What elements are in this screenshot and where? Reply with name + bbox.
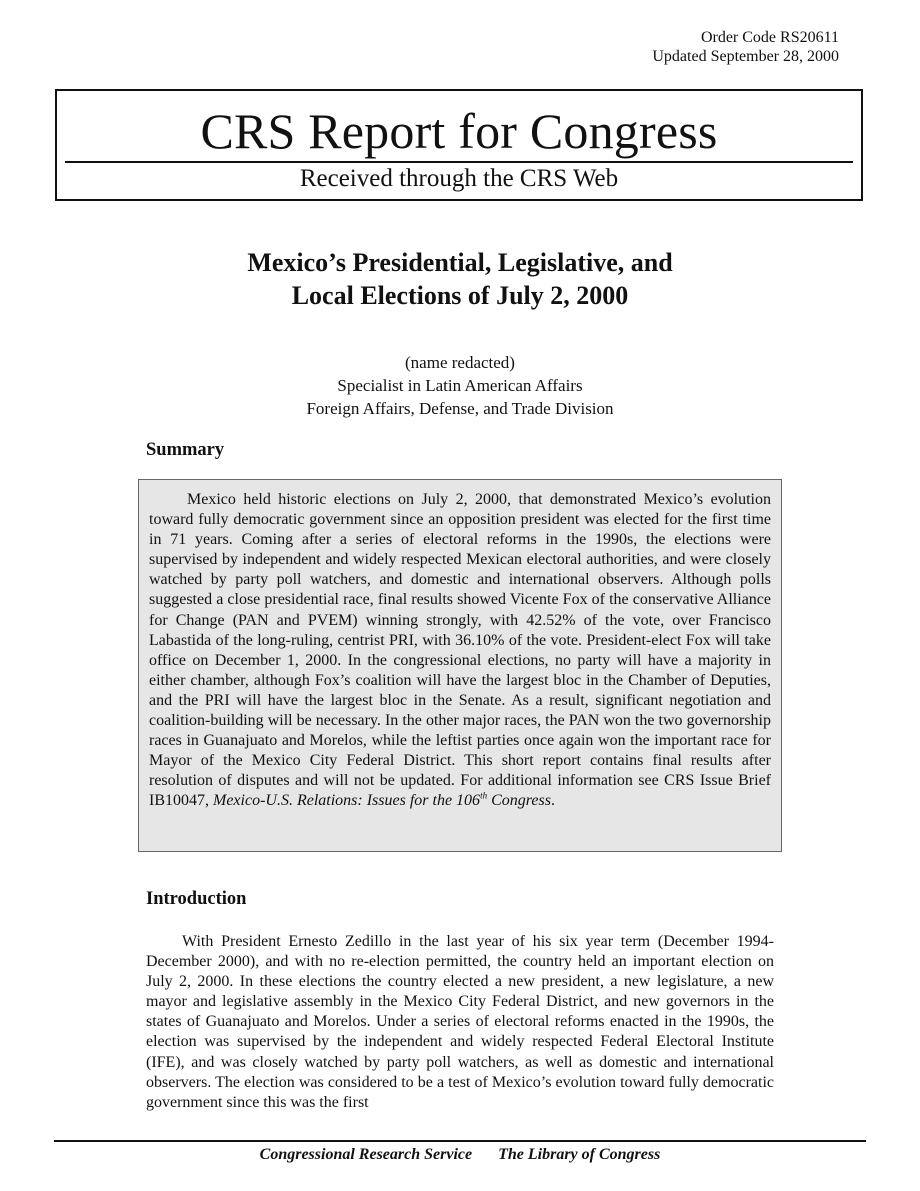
summary-heading: Summary [146,440,225,460]
report-title-line1: Mexico’s Presidential, Legislative, and [247,248,673,277]
footer-rule [54,1140,866,1142]
summary-body: Mexico held historic elections on July 2, 2000, that demonstrated Mexico’s evolution toward fully democratic government since an opposition president was elected for the first time in 71 years. Coming after a series of electoral reforms in the 1990s, the elections were supervised by independent and widely respected Mexican electoral authorities, and were closely watched by party poll watchers, and domestic and international observers. Although polls suggested a close presidential race, final results showed Vicente Fox of the conservative Alliance for Change (PAN and PVEM) winning strongly, with 42.52% of the vote, over Francisco Labastida of the long-ruling, centrist PRI, with 36.10% of the vote. President-elect Fox will take office on December 1, 2000. In the congressional elections, no party will have a majority in either chamber, although Fox’s coalition will have the largest bloc in the Chamber of Deputies, and the PRI will have the largest bloc in the Senate. As a result, significant negotiation and coalition-building will be necessary. In the other major races, the PAN won the two governorship races in Guanajuato and Morelos, while the leftist parties once again won the important race for Mayor of the Mexico City Federal District. This short report contains final results after resolution of disputes and will not be updated. For additional information see CRS Issue Brief IB10047, [149,491,771,810]
footer [0,1145,920,1165]
footer-crs: Congressional Research Service [259,1146,473,1163]
banner-rule [65,161,853,163]
introduction-text: With President Ernesto Zedillo in the last year of his six year term (December 1994-December 2000), and with no re-election permitted, the country held an important election on July 2, 2000. In these elections the country elected a new president, a new legislature, a new mayor and legislative assembly in the Mexico City Federal District, and new governors in the states of Guanajuato and Morelos. Under a series of electoral reforms enacted in the 1990s, the election was supervised by the independent and widely respected Federal Electoral Institute (IFE), and was closely watched by party poll watchers, as well as domestic and international observers. The election was considered to be a test of Mexico’s evolution toward fully democratic government since this was the first [146,933,774,1111]
author-name: (name redacted) [405,353,515,372]
footer-loc: The Library of Congress [498,1146,661,1163]
introduction-heading: Introduction [146,889,247,909]
summary-box [138,479,782,852]
banner-subtitle: Received through the CRS Web [299,165,619,192]
report-title-line2: Local Elections of July 2, 2000 [291,281,629,310]
banner-title: CRS Report for Congress [200,103,718,159]
order-code: Order Code RS20611 [700,29,839,46]
author-division: Foreign Affairs, Defense, and Trade Division [306,399,614,418]
updated-date: Updated September 28, 2000 [652,48,839,65]
summary-reference-title: Mexico-U.S. Relations: Issues for the 106th Congress [213,791,551,810]
summary-text: Mexico held historic elections on July 2, 2000, that demonstrated Mexico’s evolution toward fully democratic government since an opposition president was elected for the first time in 71 years. Coming after a series of electoral reforms in the 1990s, the elections were supervised by independent and widely respected Mexican electoral authorities, and were closely watched by party poll watchers, and domestic and international observers. Although polls suggested a close presidential race, final results showed Vicente Fox of the conservative Alliance for Change (PAN and PVEM) winning strongly, with 42.52% of the vote, over Francisco Labastida of the long-ruling, centrist PRI, with 36.10% of the vote. President-elect Fox will take office on December 1, 2000. In the congressional elections, no party will have a majority in either chamber, although Fox’s coalition will have the largest bloc in the Chamber of Deputies, and the PRI will have the largest bloc in the Senate. As a result, significant negotiation and coalition-building will be necessary. In the other major races, the PAN won the two governorship races in Guanajuato and Morelos, while the leftist parties once again won the important race for Mayor of the Mexico City Federal District. This short report contains final results after resolution of disputes and will not be updated. For additional information see CRS Issue Brief IB10047, Mexico-U.S. Relations: Issues for the 106th Congress. [149,491,771,810]
author-role: Specialist in Latin American Affairs [337,376,583,395]
report-title [100,246,820,312]
crs-banner [55,89,863,201]
order-code-block [652,28,839,66]
author-block [100,351,820,420]
